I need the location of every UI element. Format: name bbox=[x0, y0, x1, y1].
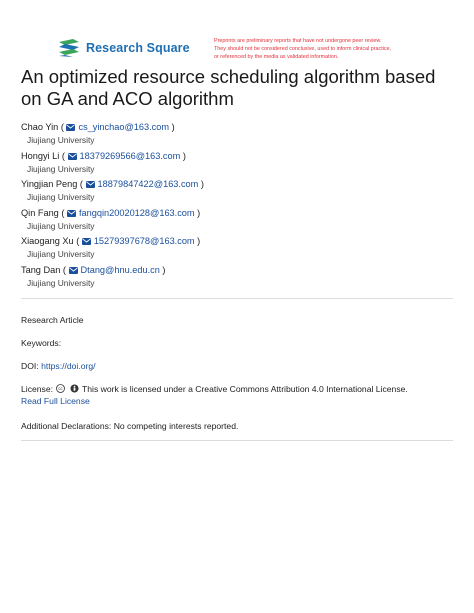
author-affiliation: Jiujiang University bbox=[27, 192, 95, 202]
read-full-license-link[interactable]: Read Full License bbox=[21, 396, 90, 406]
author-affiliation: Jiujiang University bbox=[27, 277, 95, 288]
author-email-link[interactable]: fangqin20020128@163.com bbox=[78, 207, 195, 218]
author-name: Yingjian Peng bbox=[21, 179, 78, 189]
doi-label: DOI: bbox=[21, 361, 39, 371]
license-label: License: bbox=[21, 384, 54, 394]
author-name: Chao Yin bbox=[21, 122, 59, 132]
author-entry: Chao Yin ( cs_yinchao@163.com ) Jiujiang University bbox=[21, 121, 461, 150]
keywords-label: Keywords: bbox=[21, 338, 62, 348]
disclaimer-line: They should not be considered conclusive, used to inform clinical practice, bbox=[214, 46, 392, 53]
mail-icon bbox=[86, 181, 95, 188]
preprint-disclaimer bbox=[214, 37, 450, 62]
article-type bbox=[21, 314, 461, 326]
author-affiliation: Jiujiang University bbox=[27, 249, 95, 259]
license-row bbox=[21, 383, 461, 407]
mail-icon bbox=[66, 124, 75, 131]
author-name: Tang Dan bbox=[21, 264, 61, 275]
license-text: This work is licensed under a Creative Commons Attribution 4.0 International License. bbox=[82, 384, 408, 394]
author-entry: Qin Fang ( fangqin20020128@163.com ) Jiujiang University bbox=[21, 207, 461, 236]
svg-text:cc: cc bbox=[58, 386, 63, 392]
author-list bbox=[21, 121, 461, 292]
author-name: Hongyi Li bbox=[21, 150, 60, 161]
author-affiliation: Jiujiang University bbox=[27, 135, 95, 145]
mail-icon bbox=[67, 210, 76, 217]
doi-link[interactable]: https://doi.org/ bbox=[41, 361, 96, 371]
attribution-icon bbox=[70, 384, 79, 393]
mail-icon bbox=[68, 153, 77, 160]
doi-row bbox=[21, 360, 461, 372]
author-entry: Tang Dan ( Dtang@hnu.edu.cn ) Jiujiang University bbox=[21, 264, 461, 293]
author-entry: Hongyi Li ( 18379269566@163.com ) Jiujiang University bbox=[21, 150, 461, 179]
disclaimer-line: Preprints are preliminary reports that have not undergone peer review. bbox=[214, 38, 382, 44]
author-name: Xiaogang Xu bbox=[21, 236, 74, 246]
creative-commons-icon bbox=[56, 384, 65, 393]
author-affiliation: Jiujiang University bbox=[27, 163, 95, 174]
author-email-link[interactable]: cs_yinchao@163.com bbox=[78, 122, 170, 132]
logo-text: Research Square bbox=[86, 41, 190, 55]
disclaimer-line: or referenced by the media as validated information. bbox=[214, 54, 339, 61]
paper-title: An optimized resource scheduling algorithm based on GA and ACO algorithm bbox=[21, 66, 436, 109]
research-square-logo-icon bbox=[57, 38, 81, 58]
author-entry: Xiaogang Xu ( 15279397678@163.com ) Jiujiang University bbox=[21, 235, 461, 264]
author-email-link[interactable]: 18879847422@163.com bbox=[97, 179, 199, 189]
research-square-logo[interactable] bbox=[57, 38, 190, 58]
author-affiliation: Jiujiang University bbox=[27, 220, 95, 231]
declarations-row bbox=[21, 420, 461, 432]
author-email-link[interactable]: 18379269566@163.com bbox=[79, 150, 181, 161]
author-name: Qin Fang bbox=[21, 207, 59, 218]
author-email-link[interactable]: 15279397678@163.com bbox=[93, 236, 195, 246]
mail-icon bbox=[82, 238, 91, 245]
section-divider bbox=[21, 440, 453, 441]
author-entry: Yingjian Peng ( 18879847422@163.com ) Jiujiang University bbox=[21, 178, 461, 207]
article-type-text: Research Article bbox=[21, 315, 84, 325]
section-divider bbox=[21, 298, 453, 299]
declarations-label: Additional Declarations: bbox=[21, 421, 112, 431]
keywords-row bbox=[21, 337, 461, 349]
declarations-text: No competing interests reported. bbox=[113, 421, 239, 431]
author-email-link[interactable]: Dtang@hnu.edu.cn bbox=[80, 264, 160, 275]
mail-icon bbox=[69, 267, 78, 274]
